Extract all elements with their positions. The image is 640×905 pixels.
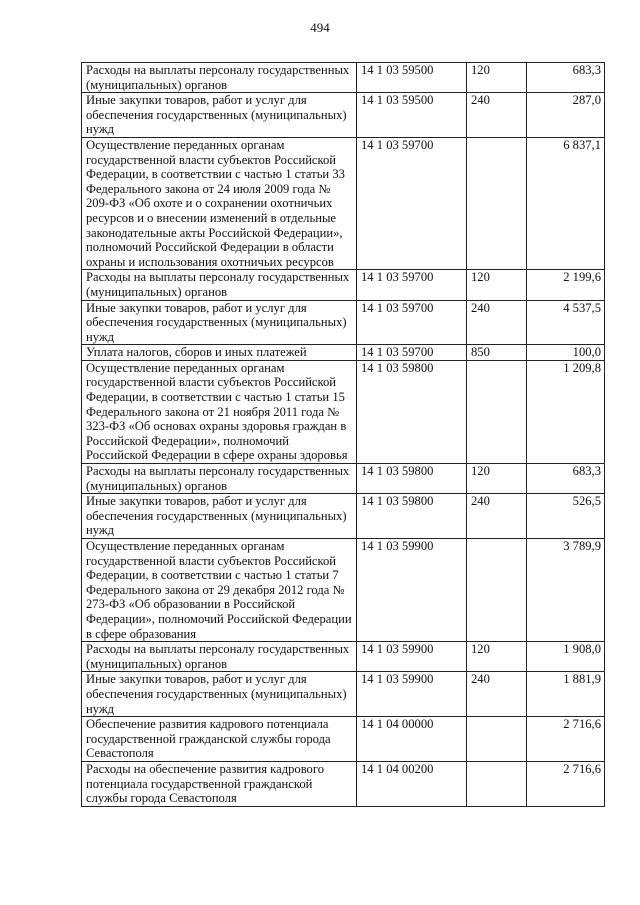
amount-cell: 526,5 [527, 494, 605, 539]
amount-cell: 4 537,5 [527, 300, 605, 345]
expense-name-cell: Осуществление переданных органам государственной власти субъектов Российской Федерации, в соответствии с частью 1 статьи 15 Федерального закона от 21 ноября 2011 года № 323-ФЗ «Об основах охраны здоровья граждан в Российской Федерации», полномочий Российской Федерации в сфере охраны здоровья [82, 360, 357, 463]
expense-type-cell [467, 360, 527, 463]
budget-table [81, 62, 605, 807]
table-row [82, 717, 605, 762]
budget-code-cell: 14 1 03 59700 [357, 270, 467, 300]
amount-cell: 1 881,9 [527, 672, 605, 717]
expense-type-cell [467, 539, 527, 642]
expense-name-cell: Осуществление переданных органам государственной власти субъектов Российской Федерации, в соответствии с частью 1 статьи 7 Федерального закона от 29 декабря 2012 года № 273-ФЗ «Об образовании в Российской Федерации», полномочий Российской Федерации в сфере образования [82, 539, 357, 642]
expense-name-cell: Расходы на обеспечение развития кадрового потенциала государственной гражданской службы города Севастополя [82, 761, 357, 806]
expense-name-cell: Расходы на выплаты персоналу государственных (муниципальных) органов [82, 642, 357, 672]
budget-code-cell: 14 1 03 59700 [357, 345, 467, 361]
amount-cell: 3 789,9 [527, 539, 605, 642]
budget-code-cell: 14 1 03 59700 [357, 300, 467, 345]
expense-type-cell [467, 717, 527, 762]
expense-name-cell: Осуществление переданных органам государственной власти субъектов Российской Федерации, в соответствии с частью 1 статьи 33 Федерального закона от 24 июля 2009 года № 209-ФЗ «Об охоте и о сохранении охотничьих ресурсов и о внесении изменений в отдельные законодательные акты Российской Федерации», полномочий Российской Федерации в области охраны и использования охотничьих ресурсов [82, 137, 357, 269]
table-row [82, 137, 605, 269]
expense-name-cell: Иные закупки товаров, работ и услуг для обеспечения государственных (муниципальных) нужд [82, 672, 357, 717]
expense-type-cell: 120 [467, 642, 527, 672]
expense-name-cell: Уплата налогов, сборов и иных платежей [82, 345, 357, 361]
expense-type-cell: 240 [467, 300, 527, 345]
expense-name-cell: Иные закупки товаров, работ и услуг для обеспечения государственных (муниципальных) нужд [82, 300, 357, 345]
table-row [82, 270, 605, 300]
expense-name-cell: Иные закупки товаров, работ и услуг для обеспечения государственных (муниципальных) нужд [82, 494, 357, 539]
budget-code-cell: 14 1 03 59800 [357, 464, 467, 494]
expense-name-cell: Расходы на выплаты персоналу государственных (муниципальных) органов [82, 464, 357, 494]
expense-type-cell: 120 [467, 270, 527, 300]
expense-name-cell: Расходы на выплаты персоналу государственных (муниципальных) органов [82, 270, 357, 300]
expense-type-cell: 240 [467, 672, 527, 717]
table-row [82, 539, 605, 642]
expense-name-cell: Иные закупки товаров, работ и услуг для обеспечения государственных (муниципальных) нужд [82, 93, 357, 138]
table-row [82, 300, 605, 345]
table-row [82, 672, 605, 717]
budget-code-cell: 14 1 03 59900 [357, 672, 467, 717]
budget-code-cell: 14 1 03 59900 [357, 642, 467, 672]
amount-cell: 6 837,1 [527, 137, 605, 269]
amount-cell: 287,0 [527, 93, 605, 138]
table-row [82, 63, 605, 93]
page-number: 494 [310, 20, 330, 35]
table-row [82, 360, 605, 463]
table-row [82, 494, 605, 539]
budget-code-cell: 14 1 04 00200 [357, 761, 467, 806]
amount-cell: 683,3 [527, 63, 605, 93]
budget-code-cell: 14 1 03 59800 [357, 360, 467, 463]
amount-cell: 1 908,0 [527, 642, 605, 672]
amount-cell: 1 209,8 [527, 360, 605, 463]
amount-cell: 2 716,6 [527, 761, 605, 806]
budget-code-cell: 14 1 03 59900 [357, 539, 467, 642]
expense-type-cell [467, 137, 527, 269]
amount-cell: 2 199,6 [527, 270, 605, 300]
expense-type-cell: 120 [467, 63, 527, 93]
expense-type-cell: 240 [467, 494, 527, 539]
amount-cell: 2 716,6 [527, 717, 605, 762]
expense-name-cell: Обеспечение развития кадрового потенциала государственной гражданской службы города Севастополя [82, 717, 357, 762]
expense-type-cell: 850 [467, 345, 527, 361]
expense-type-cell: 240 [467, 93, 527, 138]
amount-cell: 683,3 [527, 464, 605, 494]
budget-code-cell: 14 1 03 59500 [357, 93, 467, 138]
budget-code-cell: 14 1 03 59500 [357, 63, 467, 93]
budget-code-cell: 14 1 03 59800 [357, 494, 467, 539]
table-row [82, 642, 605, 672]
expense-type-cell [467, 761, 527, 806]
table-row [82, 761, 605, 806]
table-row [82, 464, 605, 494]
expense-name-cell: Расходы на выплаты персоналу государственных (муниципальных) органов [82, 63, 357, 93]
table-row [82, 345, 605, 361]
table-row [82, 93, 605, 138]
budget-code-cell: 14 1 04 00000 [357, 717, 467, 762]
budget-code-cell: 14 1 03 59700 [357, 137, 467, 269]
amount-cell: 100,0 [527, 345, 605, 361]
expense-type-cell: 120 [467, 464, 527, 494]
